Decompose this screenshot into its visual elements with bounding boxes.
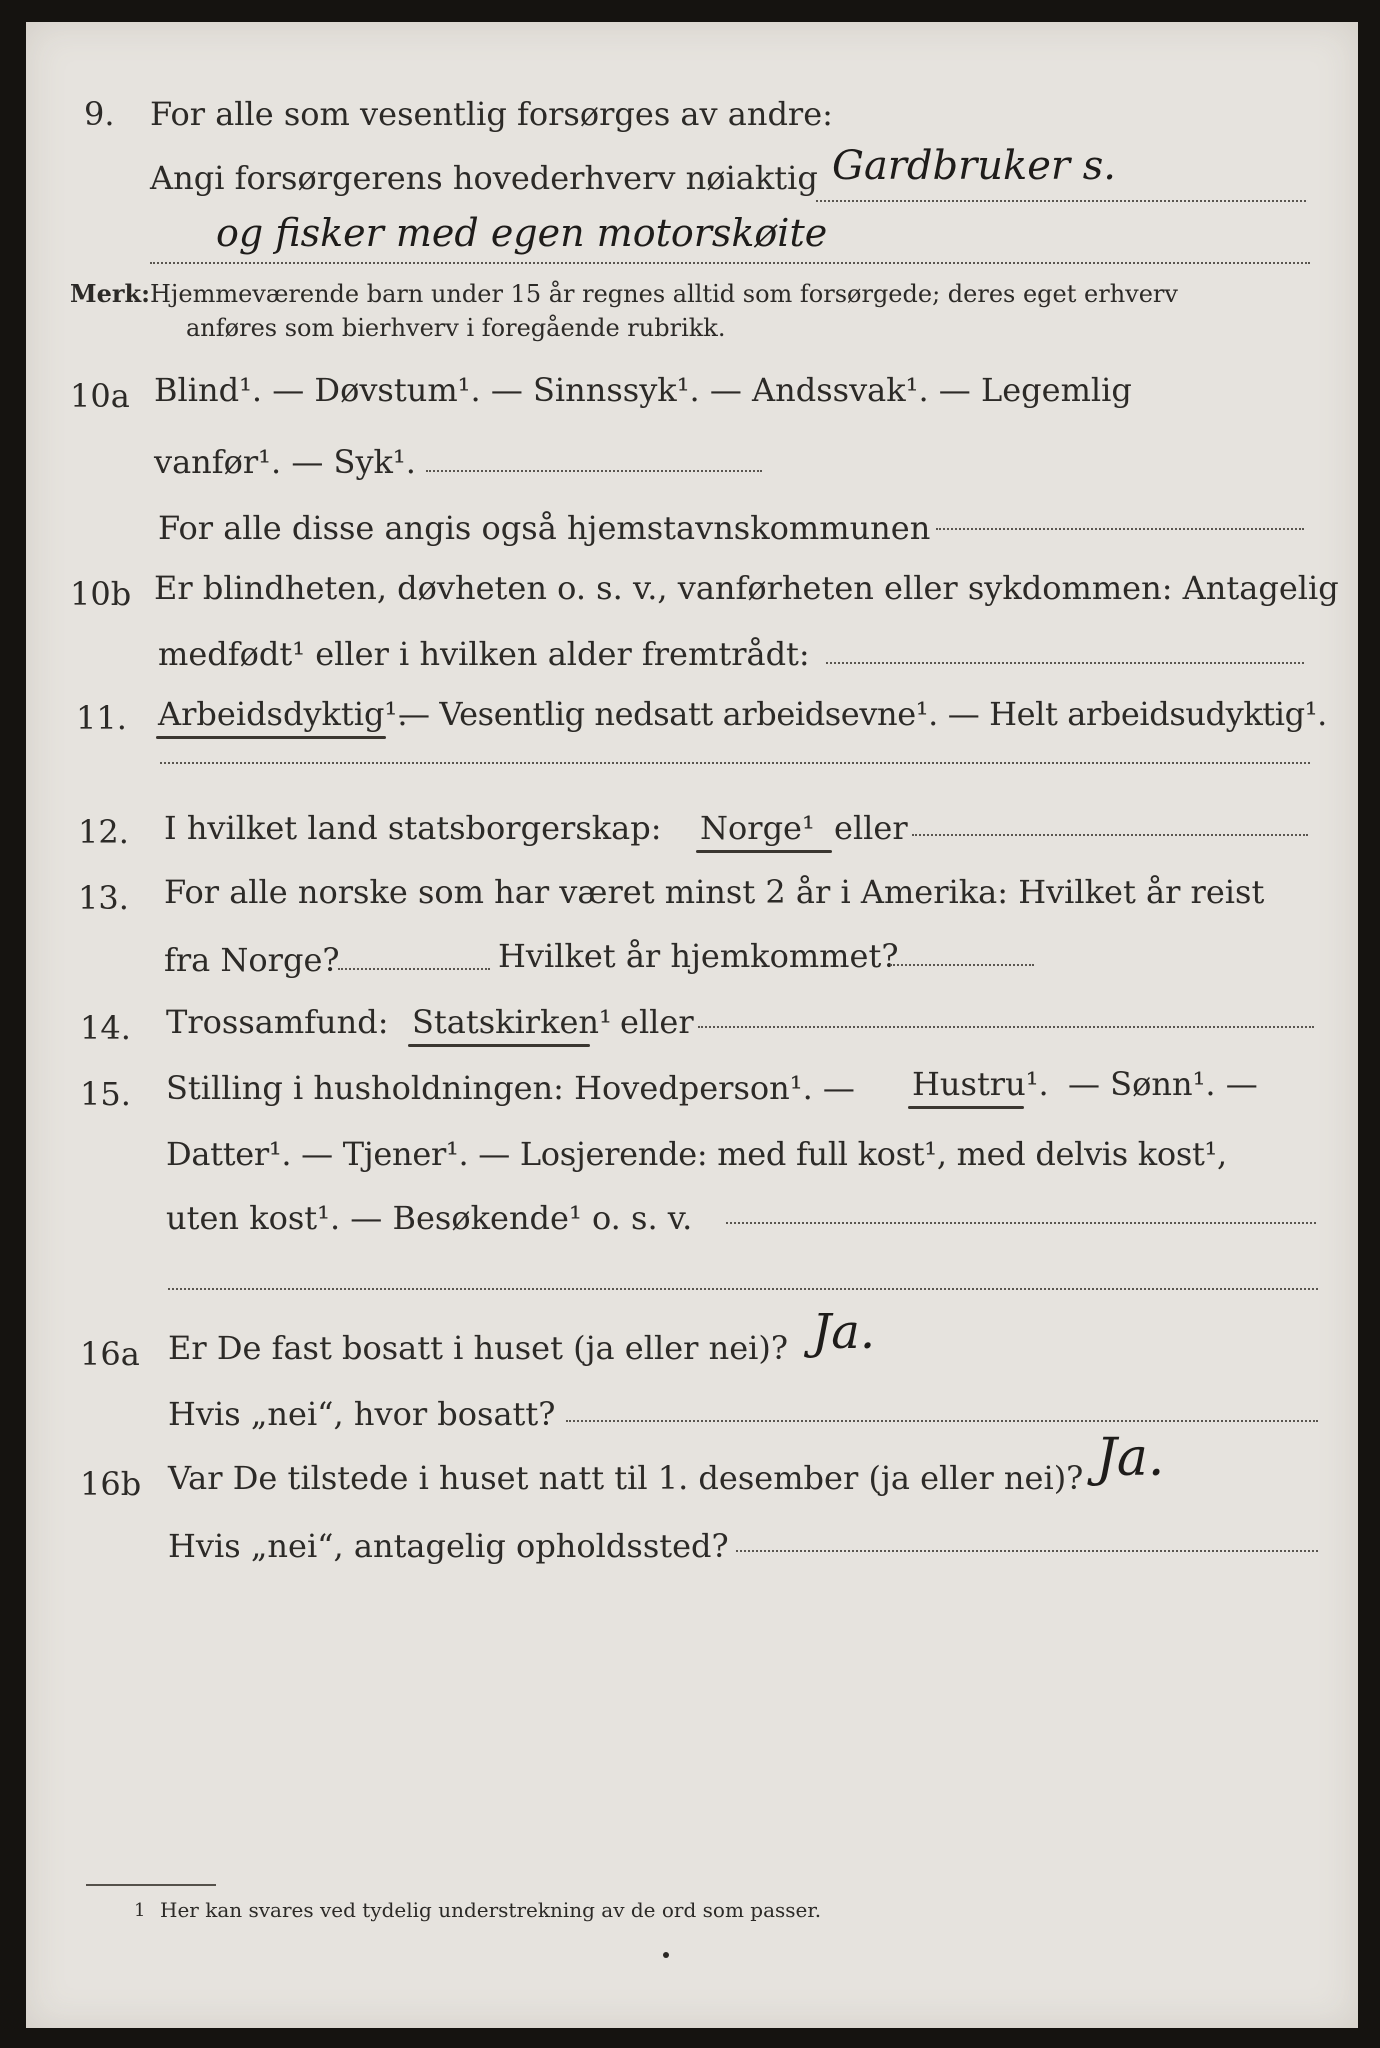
q9-line2: Angi forsørgerens hovederhverv nøiaktig (150, 159, 818, 197)
q16a-number: 16a (80, 1335, 140, 1373)
q10a-line3-fill (936, 528, 1304, 530)
q15-fill-a (726, 1222, 1316, 1224)
q13-line1: For alle norske som har været minst 2 år i Amerika: Hvilket år reist (164, 873, 1265, 911)
q14-underline-mark (408, 1044, 590, 1047)
q16a-handwritten-answer: Ja. (812, 1304, 876, 1360)
q16a-line1: Er De fast bosatt i huset (ja eller nei)? (168, 1329, 789, 1367)
q13-fill-a (338, 968, 490, 970)
q15-line2: Datter¹. — Tjener¹. — Losjerende: med full kost¹, med delvis kost¹, (166, 1135, 1227, 1173)
q9-answer-line-1 (816, 200, 1306, 202)
q11-underline-mark (156, 736, 386, 739)
q11-option-arbeidsdyktig: Arbeidsdyktig¹. (158, 695, 408, 733)
q10b-line2: medfødt¹ eller i hvilken alder fremtrådt: (158, 635, 810, 673)
q9-answer-line-2 (150, 262, 1310, 264)
q16b-number: 16b (80, 1465, 142, 1503)
merk-line2: anføres som bierhverv i foregående rubrikk. (186, 314, 726, 342)
q11-fill (160, 762, 1310, 764)
q10a-line3: For alle disse angis også hjemstavnskommunen (158, 509, 931, 547)
census-form-page (26, 22, 1358, 2028)
q12-option-norge: Norge¹ (700, 809, 815, 847)
q9-handwritten-answer-2: og fisker med egen motorskøite (216, 211, 828, 255)
q13-line2-a: fra Norge? (164, 941, 340, 979)
q11-number: 11. (76, 699, 127, 737)
q15-line3: uten kost¹. — Besøkende¹ o. s. v. (166, 1199, 693, 1237)
q15-fill-b (168, 1288, 1318, 1290)
q14-option-statskirken: Statskirken¹ (412, 1003, 612, 1041)
merk-label: Merk: (70, 279, 150, 308)
q12-fill (912, 834, 1308, 836)
q13-number: 13. (78, 879, 129, 917)
q16a-line2: Hvis „nei“, hvor bosatt? (168, 1395, 556, 1433)
q10b-number: 10b (70, 575, 132, 613)
q15-underline-mark (908, 1106, 1024, 1109)
q16a-fill (566, 1420, 1318, 1422)
footnote-text: Her kan svares ved tydelig understrekning av de ord som passer. (160, 1898, 822, 1922)
q15-number: 15. (80, 1075, 131, 1113)
q15-option-hustru: Hustru¹. (912, 1065, 1049, 1103)
q10a-number: 10a (70, 377, 130, 415)
ink-dot (663, 1952, 669, 1958)
q12-number: 12. (78, 813, 129, 851)
merk-line1: Hjemmeværende barn under 15 år regnes alltid som forsørgede; deres eget erhverv (150, 280, 1178, 308)
q12-underline-mark (696, 850, 832, 853)
q10a-line2-fill (426, 470, 762, 472)
footnote-mark: 1 (134, 1900, 146, 1921)
q9-line1: For alle som vesentlig forsørges av andre: (150, 95, 833, 133)
q14-number: 14. (80, 1009, 131, 1047)
q14-tail: eller (620, 1003, 694, 1041)
q10b-line2-fill (826, 662, 1304, 664)
q16b-handwritten-answer: Ja. (1096, 1428, 1165, 1488)
q10b-line1: Er blindheten, døvheten o. s. v., vanførheten eller sykdommen: Antagelig (154, 569, 1339, 607)
q9-number: 9. (84, 95, 115, 133)
q16b-line1: Var De tilstede i huset natt til 1. desember (ja eller nei)? (168, 1459, 1084, 1497)
q14-text: Trossamfund: (166, 1003, 389, 1041)
q12-text: I hvilket land statsborgerskap: (164, 809, 662, 847)
q13-fill-b (890, 964, 1034, 966)
q10a-line2: vanfør¹. — Syk¹. (154, 443, 416, 481)
q16b-line2: Hvis „nei“, antagelig opholdssted? (168, 1527, 729, 1565)
q10a-line1: Blind¹. — Døvstum¹. — Sinnssyk¹. — Andssvak¹. — Legemlig (154, 371, 1132, 409)
q14-fill (698, 1026, 1314, 1028)
q11-rest: — Vesentlig nedsatt arbeidsevne¹. — Helt arbeidsudyktig¹. (398, 695, 1327, 733)
q15-line1-a: Stilling i husholdningen: Hovedperson¹. — (166, 1069, 855, 1107)
q9-handwritten-answer-1: Gardbruker s. (832, 143, 1117, 189)
q12-tail: eller (834, 809, 908, 847)
footnote-rule (86, 1884, 216, 1886)
q15-line1-b: — Sønn¹. — (1068, 1065, 1258, 1103)
q16b-fill (736, 1550, 1318, 1552)
q13-line2-b: Hvilket år hjemkommet? (498, 937, 899, 975)
